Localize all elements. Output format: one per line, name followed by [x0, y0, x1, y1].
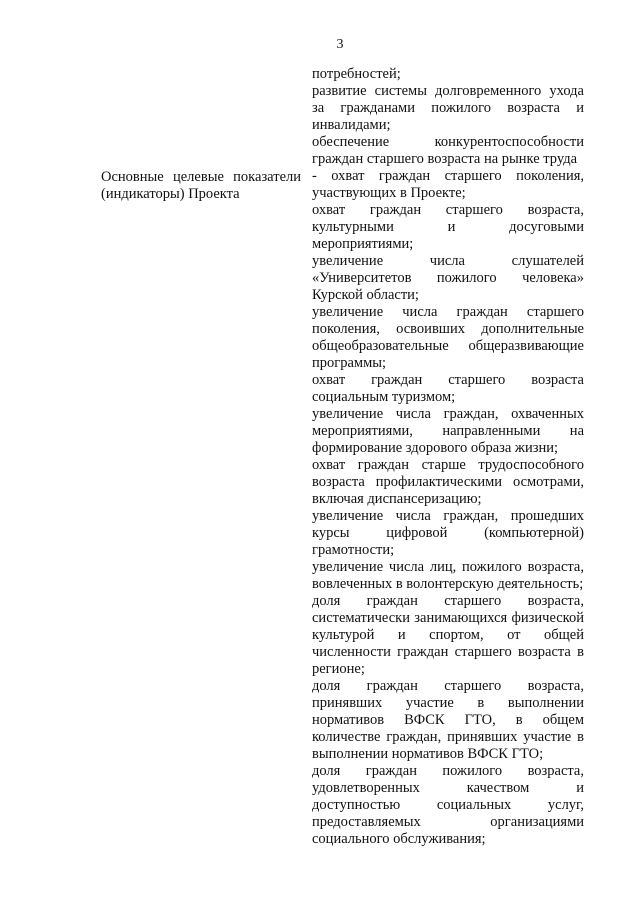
indicator-text-line: охват граждан старшего возраста,: [312, 202, 584, 218]
indicator-text-line: увеличение числа граждан старшего: [312, 304, 584, 320]
indicator-text-line: удовлетворенных качеством и: [312, 780, 584, 796]
indicator-text-line: Курской области;: [312, 287, 419, 303]
indicators-heading-line: (индикаторы) Проекта: [101, 186, 240, 202]
indicator-text-line: нормативов ВФСК ГТО, в общем: [312, 712, 584, 728]
indicator-text-line: доля граждан пожилого возраста,: [312, 763, 584, 779]
indicator-text-line: формирование здорового образа жизни;: [312, 440, 558, 456]
indicator-text-line: предоставляемых организациями: [312, 814, 584, 830]
indicator-text-line: регионе;: [312, 661, 365, 677]
indicator-text-line: грамотности;: [312, 542, 395, 558]
indicator-text-line: инвалидами;: [312, 117, 391, 133]
indicator-text-line: доля граждан старшего возраста,: [312, 678, 584, 694]
indicator-text-line: принявших участие в выполнении: [312, 695, 584, 711]
indicator-text-line: увеличение числа граждан, охваченных: [312, 406, 584, 422]
indicators-heading-line: Основные целевые показатели: [101, 169, 301, 185]
indicators-list-cell: [312, 66, 584, 848]
indicator-text-line: за гражданами пожилого возраста и: [312, 100, 584, 116]
indicators-heading-cell: [101, 169, 301, 203]
indicator-text-line: включая диспансеризацию;: [312, 491, 482, 507]
indicator-text-line: увеличение числа лиц, пожилого возраста,: [312, 559, 584, 575]
indicator-text-line: социальным туризмом;: [312, 389, 456, 405]
indicator-text-line: увеличение числа граждан, прошедших: [312, 508, 584, 524]
indicator-text-line: общеобразовательные общеразвивающие: [312, 338, 584, 354]
indicator-text-line: возраста профилактическими осмотрами,: [312, 474, 584, 490]
indicator-text-line: курсы цифровой (компьютерной): [312, 525, 584, 541]
indicator-text-line: вовлеченных в волонтерскую деятельность;: [312, 576, 584, 592]
indicator-text-line: численности граждан старшего возраста в: [312, 644, 584, 660]
indicator-text-line: мероприятиями;: [312, 236, 414, 252]
indicator-text-line: мероприятиями, направленными на: [312, 423, 584, 439]
indicator-text-line: участвующих в Проекте;: [312, 185, 466, 201]
indicator-text-line: охват граждан старшего возраста: [312, 372, 584, 388]
indicator-text-line: потребностей;: [312, 66, 401, 82]
indicator-text-line: количестве граждан, принявших участие в: [312, 729, 584, 745]
indicator-text-line: - охват граждан старшего поколения,: [312, 168, 584, 184]
page-number: 3: [336, 37, 344, 52]
indicator-text-line: выполнении нормативов ВФСК ГТО;: [312, 746, 544, 762]
indicator-text-line: социального обслуживания;: [312, 831, 486, 847]
indicator-text-line: культурой и спортом, от общей: [312, 627, 584, 643]
indicator-text-line: доля граждан старшего возраста,: [312, 593, 584, 609]
indicator-text-line: увеличение числа слушателей: [312, 253, 584, 269]
indicator-text-line: «Университетов пожилого человека»: [312, 270, 584, 286]
indicator-text-line: развитие системы долговременного ухода: [312, 83, 584, 99]
indicator-text-line: поколения, освоивших дополнительные: [312, 321, 584, 337]
indicator-text-line: доступностью социальных услуг,: [312, 797, 584, 813]
indicator-text-line: систематически занимающихся физической: [312, 610, 584, 626]
indicator-text-line: охват граждан старше трудоспособного: [312, 457, 584, 473]
indicator-text-line: культурными и досуговыми: [312, 219, 584, 235]
indicator-text-line: граждан старшего возраста на рынке труда: [312, 151, 578, 167]
indicator-text-line: программы;: [312, 355, 387, 371]
indicator-text-line: обеспечение конкурентоспособности: [312, 134, 584, 150]
